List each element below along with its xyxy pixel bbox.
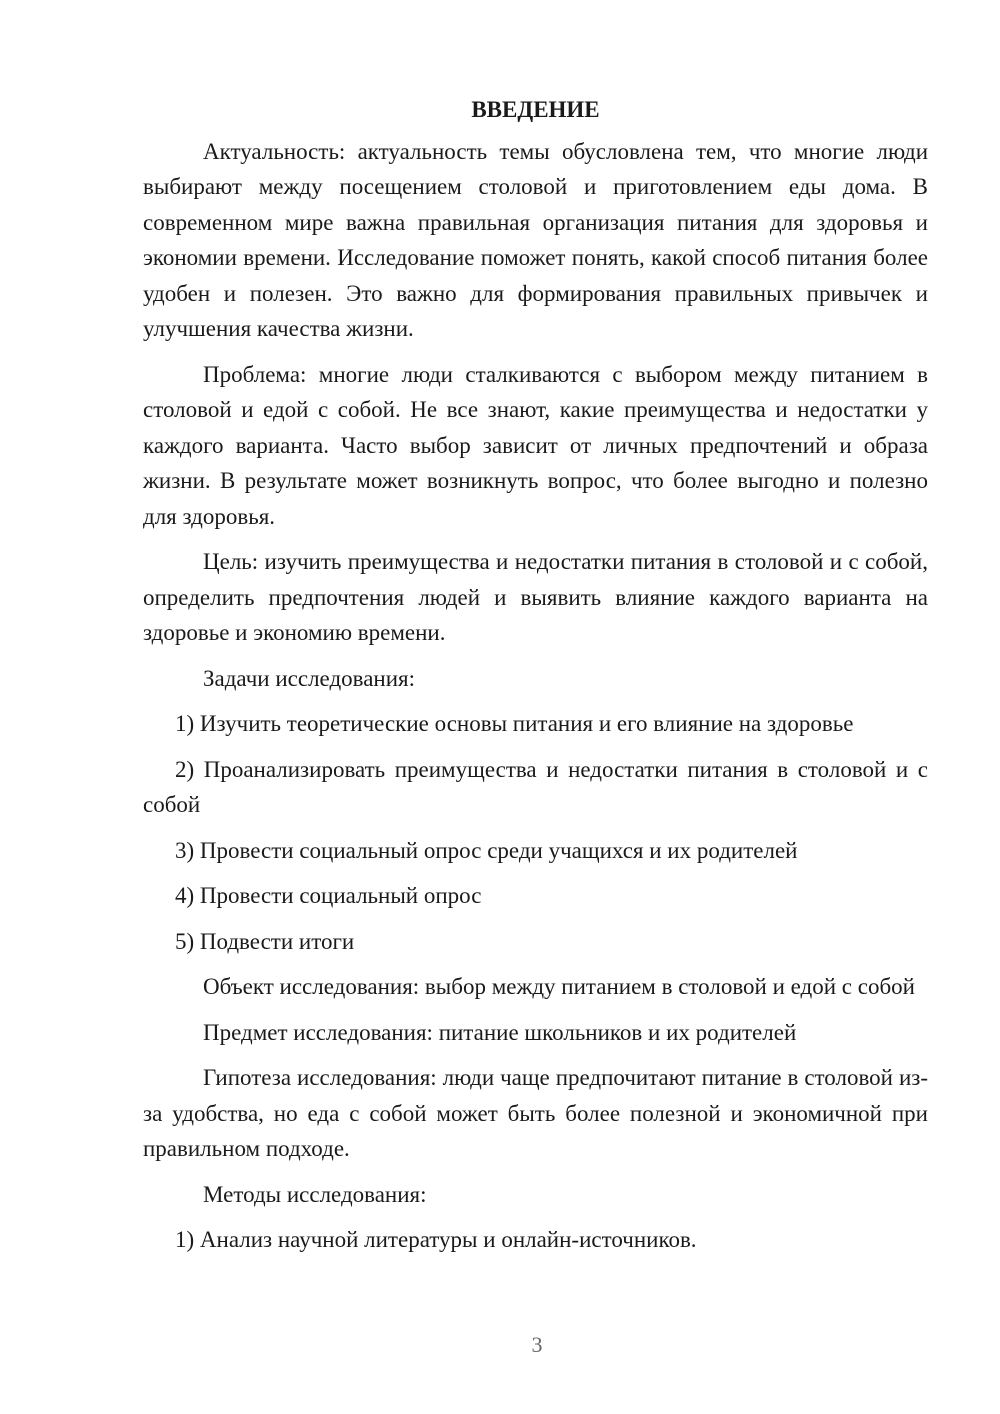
methods-heading: Методы исследования: (203, 1181, 427, 1207)
methods-list (143, 1222, 928, 1258)
task-item: 5) Подвести итоги (175, 928, 355, 954)
tasks-heading: Задачи исследования: (203, 665, 416, 691)
hypothesis-paragraph: Гипотеза исследования: люди чаще предпочитают питание в столовой из-за удобства, но еда с собой может быть более полезной и экономичной при правильном подходе. (143, 1065, 928, 1161)
task-item: 4) Провести социальный опрос (175, 883, 482, 908)
task-item: 2) Проанализировать преимущества и недостатки питания в столовой и с собой (143, 756, 928, 817)
task-item: 1) Изучить теоретические основы питания и его влияние на здоровье (175, 711, 854, 736)
object-paragraph: Объект исследования: выбор между питанием в столовой и едой с собой (203, 974, 915, 999)
problem-paragraph: Проблема: многие люди сталкиваются с выбором между питанием в столовой и едой с собой. Не все знают, какие преимущества и недостатки у каждого варианта. Часто выбор зависит от личных предпочтений и образа жизни. В результате может возникнуть вопрос, что более выгодно и полезно для здоровья. (143, 361, 928, 529)
goal-paragraph: Цель: изучить преимущества и недостатки питания в столовой и с собой, определить предпочтения людей и выявить влияние каждого варианта на здоровье и экономию времени. (143, 549, 928, 645)
section-heading: ВВЕДЕНИЕ (471, 97, 600, 122)
subject-paragraph: Предмет исследования: питание школьников и их родителей (203, 1019, 797, 1045)
relevance-paragraph: Актуальность: актуальность темы обусловлена тем, что многие люди выбирают между посещением столовой и приготовлением еды дома. В современном мире важна правильная организация питания для здоровья и экономии времени. Исследование поможет понять, какой способ питания более удобен и полезен. Это важно для формирования правильных привычек и улучшения качества жизни. (143, 138, 928, 341)
tasks-list (143, 706, 928, 959)
method-item: 1) Анализ научной литературы и онлайн-источников. (175, 1227, 697, 1252)
page-content (143, 92, 928, 1268)
task-item: 3) Провести социальный опрос среди учащихся и их родителей (175, 837, 798, 863)
page-number: 3 (531, 1332, 543, 1357)
